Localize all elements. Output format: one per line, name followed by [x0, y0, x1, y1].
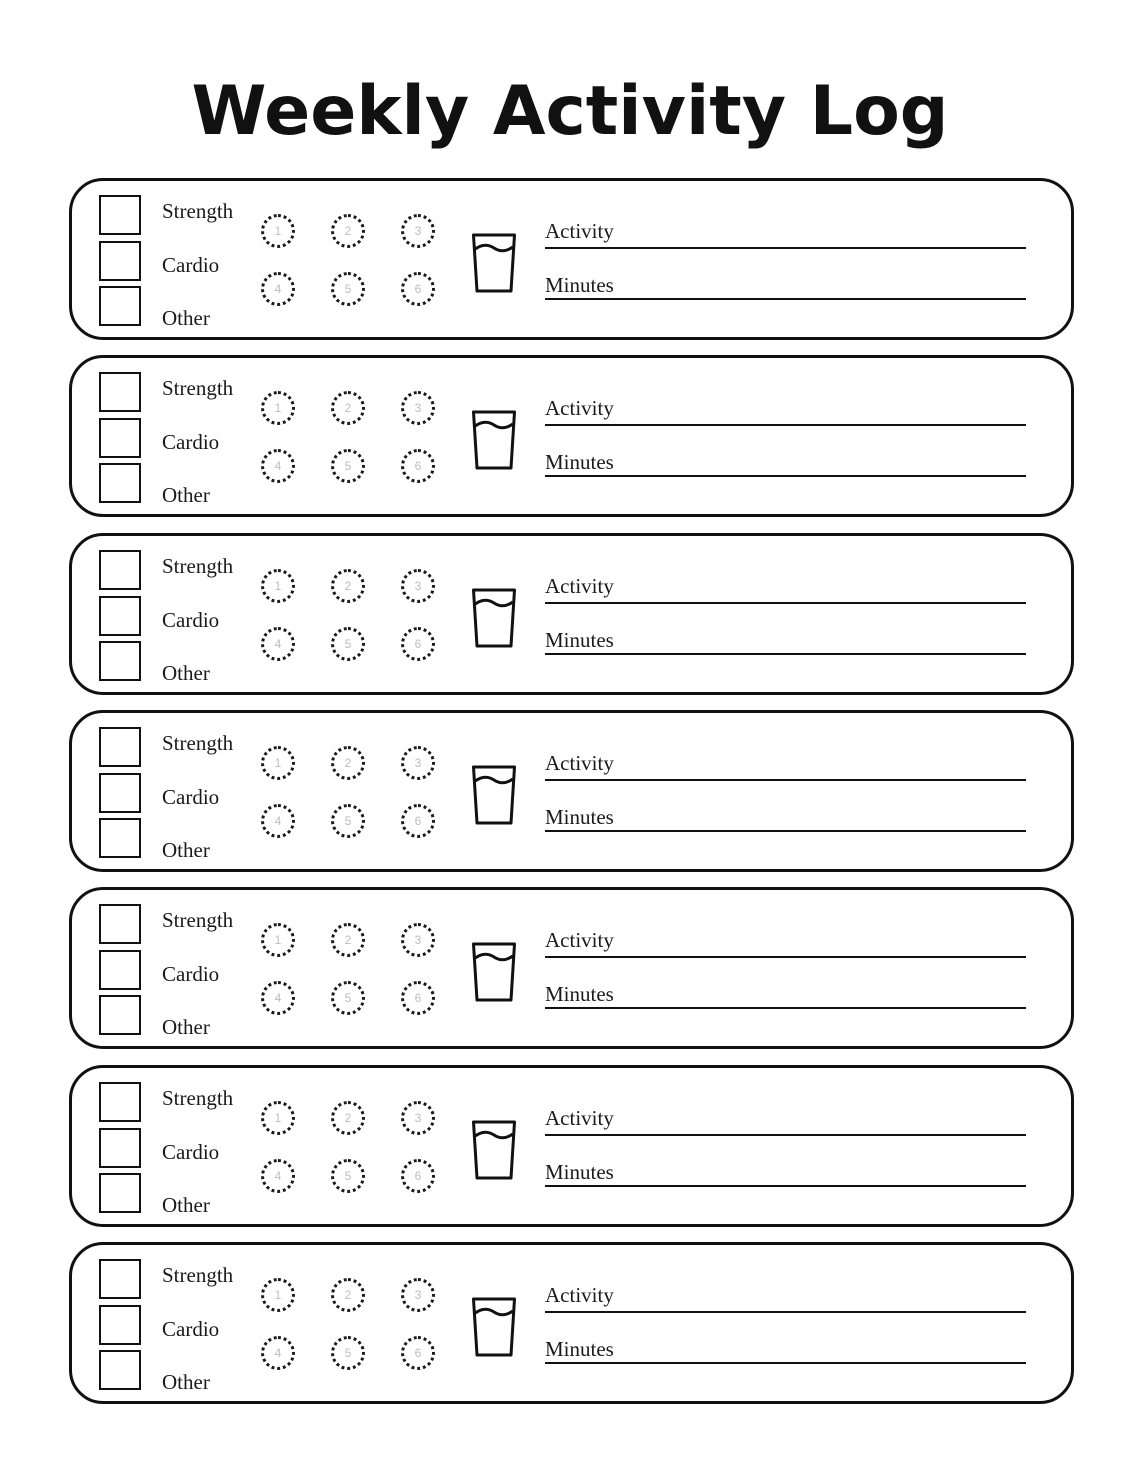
cardio-checkbox[interactable]: [99, 241, 141, 281]
rep-circle-5[interactable]: 5: [331, 272, 365, 306]
day-panel: [69, 887, 1074, 1049]
minutes-label: Minutes: [545, 805, 614, 829]
other-label: Other: [162, 1193, 210, 1217]
strength-label: Strength: [162, 199, 234, 223]
strength-checkbox[interactable]: [99, 195, 141, 235]
cardio-checkbox[interactable]: [99, 1128, 141, 1168]
strength-label: Strength: [162, 908, 234, 932]
rep-circle-1[interactable]: 1: [261, 569, 295, 603]
rep-circle-1[interactable]: 1: [261, 746, 295, 780]
rep-circle-2[interactable]: 2: [331, 923, 365, 957]
strength-label: Strength: [162, 1086, 234, 1110]
cardio-checkbox[interactable]: [99, 1305, 141, 1345]
rep-circle-2[interactable]: 2: [331, 1101, 365, 1135]
rep-circle-3[interactable]: 3: [401, 1278, 435, 1312]
strength-label: Strength: [162, 376, 234, 400]
other-label: Other: [162, 1370, 210, 1394]
strength-label: Strength: [162, 731, 234, 755]
rep-circle-6[interactable]: 6: [401, 981, 435, 1015]
minutes-label: Minutes: [545, 1160, 614, 1184]
other-label: Other: [162, 661, 210, 685]
other-checkbox[interactable]: [99, 463, 141, 503]
rep-circle-5[interactable]: 5: [331, 804, 365, 838]
rep-circle-3[interactable]: 3: [401, 569, 435, 603]
other-checkbox[interactable]: [99, 1350, 141, 1390]
strength-checkbox[interactable]: [99, 1082, 141, 1122]
activity-label: Activity: [545, 219, 614, 243]
activity-field[interactable]: [545, 1134, 1026, 1136]
cardio-checkbox[interactable]: [99, 773, 141, 813]
water-glass-icon[interactable]: [471, 587, 517, 649]
minutes-field[interactable]: [545, 830, 1026, 832]
other-checkbox[interactable]: [99, 641, 141, 681]
other-label: Other: [162, 1015, 210, 1039]
strength-label: Strength: [162, 1263, 234, 1287]
other-checkbox[interactable]: [99, 995, 141, 1035]
strength-checkbox[interactable]: [99, 727, 141, 767]
rep-circle-1[interactable]: 1: [261, 214, 295, 248]
minutes-label: Minutes: [545, 273, 614, 297]
rep-circle-4[interactable]: 4: [261, 981, 295, 1015]
rep-circle-4[interactable]: 4: [261, 804, 295, 838]
other-label: Other: [162, 306, 210, 330]
rep-circle-3[interactable]: 3: [401, 746, 435, 780]
rep-circle-6[interactable]: 6: [401, 1336, 435, 1370]
rep-circle-3[interactable]: 3: [401, 1101, 435, 1135]
rep-circle-5[interactable]: 5: [331, 1159, 365, 1193]
minutes-field[interactable]: [545, 653, 1026, 655]
minutes-label: Minutes: [545, 982, 614, 1006]
activity-field[interactable]: [545, 956, 1026, 958]
activity-label: Activity: [545, 928, 614, 952]
rep-circle-5[interactable]: 5: [331, 981, 365, 1015]
strength-checkbox[interactable]: [99, 550, 141, 590]
activity-field[interactable]: [545, 1311, 1026, 1313]
activity-label: Activity: [545, 1283, 614, 1307]
day-panel: [69, 1242, 1074, 1404]
rep-circle-5[interactable]: 5: [331, 627, 365, 661]
rep-circle-4[interactable]: 4: [261, 1159, 295, 1193]
activity-label: Activity: [545, 574, 614, 598]
page-title: Weekly Activity Log: [191, 72, 949, 151]
rep-circle-4[interactable]: 4: [261, 449, 295, 483]
strength-checkbox[interactable]: [99, 904, 141, 944]
rep-circle-5[interactable]: 5: [331, 449, 365, 483]
water-glass-icon[interactable]: [471, 941, 517, 1003]
rep-circle-1[interactable]: 1: [261, 391, 295, 425]
strength-checkbox[interactable]: [99, 372, 141, 412]
minutes-field[interactable]: [545, 1185, 1026, 1187]
minutes-label: Minutes: [545, 450, 614, 474]
cardio-label: Cardio: [162, 430, 220, 454]
minutes-field[interactable]: [545, 475, 1026, 477]
rep-circle-1[interactable]: 1: [261, 1278, 295, 1312]
day-panel: [69, 533, 1074, 695]
rep-circle-4[interactable]: 4: [261, 1336, 295, 1370]
rep-circle-3[interactable]: 3: [401, 391, 435, 425]
minutes-field[interactable]: [545, 1362, 1026, 1364]
cardio-label: Cardio: [162, 962, 220, 986]
rep-circle-6[interactable]: 6: [401, 627, 435, 661]
other-label: Other: [162, 838, 210, 862]
other-checkbox[interactable]: [99, 1173, 141, 1213]
water-glass-icon[interactable]: [471, 764, 517, 826]
cardio-checkbox[interactable]: [99, 596, 141, 636]
other-label: Other: [162, 483, 210, 507]
day-panel: [69, 355, 1074, 517]
cardio-label: Cardio: [162, 1140, 220, 1164]
day-panel: [69, 710, 1074, 872]
rep-circle-1[interactable]: 1: [261, 1101, 295, 1135]
rep-circle-2[interactable]: 2: [331, 214, 365, 248]
cardio-label: Cardio: [162, 608, 220, 632]
rep-circle-2[interactable]: 2: [331, 746, 365, 780]
day-panel: [69, 1065, 1074, 1227]
strength-label: Strength: [162, 554, 234, 578]
rep-circle-3[interactable]: 3: [401, 923, 435, 957]
water-glass-icon[interactable]: [471, 1119, 517, 1181]
rep-circle-4[interactable]: 4: [261, 627, 295, 661]
rep-circle-6[interactable]: 6: [401, 272, 435, 306]
activity-field[interactable]: [545, 247, 1026, 249]
cardio-label: Cardio: [162, 253, 220, 277]
water-glass-icon[interactable]: [471, 232, 517, 294]
activity-field[interactable]: [545, 424, 1026, 426]
minutes-label: Minutes: [545, 628, 614, 652]
rep-circle-6[interactable]: 6: [401, 804, 435, 838]
rep-circle-2[interactable]: 2: [331, 1278, 365, 1312]
cardio-label: Cardio: [162, 785, 220, 809]
rep-circle-3[interactable]: 3: [401, 214, 435, 248]
cardio-checkbox[interactable]: [99, 418, 141, 458]
activity-field[interactable]: [545, 602, 1026, 604]
strength-checkbox[interactable]: [99, 1259, 141, 1299]
activity-label: Activity: [545, 1106, 614, 1130]
rep-circle-2[interactable]: 2: [331, 391, 365, 425]
cardio-checkbox[interactable]: [99, 950, 141, 990]
other-checkbox[interactable]: [99, 286, 141, 326]
water-glass-icon[interactable]: [471, 1296, 517, 1358]
day-panel: [69, 178, 1074, 340]
rep-circle-6[interactable]: 6: [401, 1159, 435, 1193]
water-glass-icon[interactable]: [471, 409, 517, 471]
cardio-label: Cardio: [162, 1317, 220, 1341]
activity-label: Activity: [545, 751, 614, 775]
rep-circle-2[interactable]: 2: [331, 569, 365, 603]
activity-field[interactable]: [545, 779, 1026, 781]
rep-circle-1[interactable]: 1: [261, 923, 295, 957]
rep-circle-4[interactable]: 4: [261, 272, 295, 306]
rep-circle-5[interactable]: 5: [331, 1336, 365, 1370]
activity-label: Activity: [545, 396, 614, 420]
minutes-label: Minutes: [545, 1337, 614, 1361]
minutes-field[interactable]: [545, 1007, 1026, 1009]
other-checkbox[interactable]: [99, 818, 141, 858]
minutes-field[interactable]: [545, 298, 1026, 300]
rep-circle-6[interactable]: 6: [401, 449, 435, 483]
